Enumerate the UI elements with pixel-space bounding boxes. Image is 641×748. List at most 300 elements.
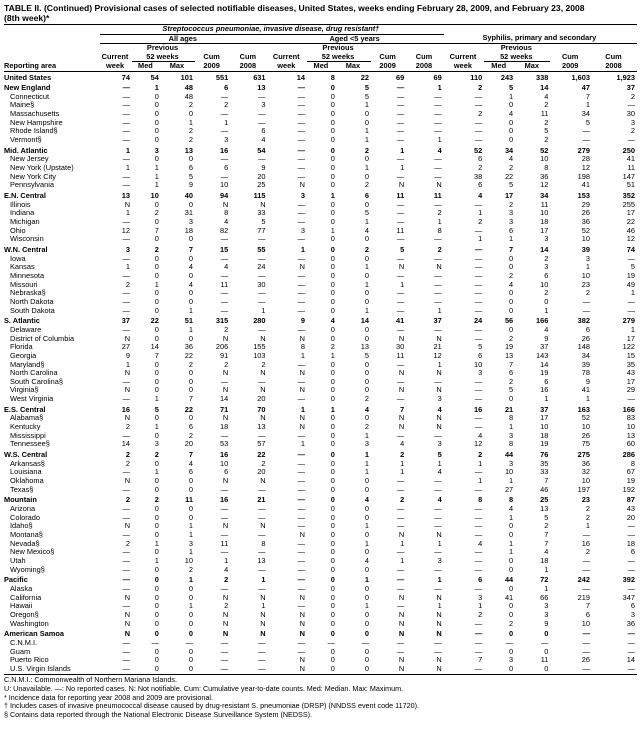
value-cell: 30	[626, 110, 635, 119]
value-cell: 11	[540, 656, 549, 665]
value-cell: 1	[544, 565, 549, 574]
value-cell: N	[436, 530, 442, 539]
value-cell: 0	[330, 172, 335, 181]
value-cell: 52	[540, 145, 549, 155]
value-cell: 1	[509, 539, 514, 548]
value-cell: 2	[585, 289, 590, 298]
value-cell: 0	[364, 414, 370, 423]
value-cell: —	[627, 647, 635, 656]
value-cell: 0	[330, 289, 335, 298]
value-cell: 1	[437, 459, 442, 468]
value-cell: 1	[437, 539, 442, 548]
value-cell: 3	[154, 440, 159, 449]
value-cell: 6	[188, 164, 193, 173]
value-cell: 54	[150, 72, 159, 82]
value-cell: 1	[330, 191, 335, 201]
title-line-1: TABLE II. (Continued) Provisional cases of selected notifiable diseases, United States, weeks ending February 28, 2009, and February 23, 2008	[4, 3, 585, 13]
value-cell: 279	[577, 145, 590, 155]
value-cell: 392	[622, 575, 635, 585]
table-row	[4, 395, 637, 404]
value-cell: 0	[188, 289, 193, 298]
value-cell: 0	[330, 110, 335, 119]
value-cell: 0	[188, 664, 193, 673]
table-row	[4, 227, 637, 236]
value-cell: 22	[184, 404, 193, 414]
value-cell: —	[474, 118, 483, 127]
value-cell: 1	[437, 575, 442, 585]
value-cell: 0	[364, 235, 370, 244]
value-cell: 0	[330, 235, 335, 244]
value-cell: 0	[154, 629, 159, 639]
value-cell: 1	[544, 584, 549, 593]
year-2009-label: 2009	[203, 61, 220, 70]
value-cell: 3	[154, 145, 159, 155]
value-cell: 1	[585, 263, 590, 272]
value-cell: 6	[478, 155, 483, 164]
value-cell: N	[222, 629, 229, 639]
value-cell: 36	[581, 218, 590, 226]
value-cell: —	[297, 280, 305, 289]
value-cell: —	[474, 271, 483, 280]
value-cell: —	[220, 155, 229, 164]
value-cell: —	[258, 505, 266, 513]
value-cell: 0	[330, 297, 335, 306]
value-cell: —	[258, 155, 266, 164]
previous-label: Previous	[500, 43, 532, 52]
region-row	[4, 494, 637, 505]
value-cell: 7	[478, 656, 483, 665]
value-cell: 0	[330, 556, 335, 565]
value-cell: 0	[364, 360, 370, 369]
value-cell: 5	[509, 386, 514, 395]
value-cell: —	[258, 92, 266, 101]
footnote: C.N.M.I.: Commonwealth of Northern Mariana Islands.	[4, 675, 177, 685]
value-cell: 18	[540, 431, 549, 440]
value-cell: 2	[188, 360, 193, 369]
value-cell: 0	[330, 181, 335, 190]
table-row	[4, 611, 637, 620]
value-cell: 51	[184, 316, 193, 326]
value-cell: —	[474, 244, 483, 254]
value-cell: —	[396, 200, 405, 209]
value-cell: —	[122, 485, 131, 494]
value-cell: 3	[478, 369, 483, 378]
value-cell: 66	[540, 593, 549, 602]
reporting-area-cell: S. Atlantic	[4, 316, 40, 326]
value-cell: 0	[364, 610, 370, 619]
value-cell: 5	[544, 127, 549, 136]
table-row	[4, 432, 637, 441]
table-row	[4, 656, 637, 665]
value-cell: 0	[330, 468, 335, 477]
value-cell: —	[474, 522, 483, 531]
value-cell: —	[122, 181, 131, 190]
value-cell: —	[396, 395, 405, 404]
value-cell: —	[220, 548, 229, 557]
value-cell: N	[436, 414, 442, 423]
value-cell: —	[297, 539, 305, 548]
value-cell: —	[434, 110, 442, 119]
value-cell: 382	[577, 316, 590, 326]
value-cell: —	[434, 477, 442, 486]
value-cell: 2	[509, 164, 514, 173]
value-cell: 43	[626, 505, 635, 513]
value-cell: 2	[630, 127, 635, 136]
value-cell: —	[474, 548, 483, 557]
value-cell: —	[474, 395, 483, 404]
reporting-area-cell: Kansas	[10, 263, 35, 272]
value-cell: 352	[622, 191, 635, 201]
value-cell: 5	[188, 172, 193, 181]
footnote: U: Unavailable. —: No reported cases. N: Not notifiable. Cum: Cumulative year-to-date counts. Med: Median. Max: Maximum.	[4, 684, 404, 694]
value-cell: —	[258, 271, 266, 280]
value-cell: 26	[581, 431, 590, 440]
value-cell: 0	[364, 377, 370, 386]
value-cell: 8	[509, 495, 514, 505]
value-cell: 0	[330, 530, 335, 539]
value-cell: 37	[433, 316, 442, 326]
value-cell: —	[122, 218, 131, 226]
value-cell: 0	[364, 155, 370, 164]
value-cell: —	[258, 548, 266, 557]
value-cell: —	[122, 602, 131, 611]
value-cell: 0	[330, 565, 335, 574]
value-cell: 4	[478, 191, 483, 201]
value-cell: 69	[395, 72, 405, 82]
value-cell: 27	[504, 485, 514, 494]
value-cell: 2	[585, 548, 590, 557]
value-cell: 13	[257, 83, 266, 93]
value-cell: —	[122, 172, 131, 181]
cum-label: Cum	[415, 52, 433, 61]
value-cell: —	[434, 325, 442, 334]
value-cell: —	[474, 280, 483, 289]
value-cell: 0	[154, 369, 159, 378]
value-cell: 18	[184, 226, 193, 235]
value-cell: N	[398, 423, 405, 432]
value-cell: 1	[400, 468, 405, 477]
reporting-area-cell: W.N. Central	[4, 244, 48, 254]
value-cell: 1	[261, 575, 266, 585]
value-cell: 44	[504, 450, 514, 460]
value-cell: —	[396, 638, 405, 647]
value-cell: 0	[188, 647, 193, 656]
value-cell: 110	[470, 72, 483, 82]
value-cell: —	[297, 271, 305, 280]
value-cell: 83	[626, 414, 635, 423]
value-cell: 0	[364, 325, 370, 334]
reporting-area-cell: Puerto Rico	[10, 656, 49, 665]
value-cell: 10	[581, 619, 590, 628]
value-cell: 12	[474, 440, 483, 449]
value-cell: —	[396, 565, 405, 574]
reporting-area-cell: Alabama§	[10, 414, 44, 423]
value-cell: 8	[330, 72, 335, 82]
table-row	[4, 218, 637, 227]
value-cell: 4	[224, 565, 229, 574]
value-cell: 18	[540, 218, 549, 226]
value-cell: 52	[581, 414, 590, 423]
value-cell: —	[474, 556, 483, 565]
value-cell: 1	[364, 164, 370, 173]
value-cell: —	[434, 101, 442, 110]
value-cell: 22	[360, 72, 370, 82]
value-cell: —	[627, 565, 635, 574]
value-cell: 4	[437, 145, 442, 155]
week-label: week	[453, 61, 472, 70]
value-cell: 8	[544, 164, 549, 173]
max-label: Max	[169, 61, 185, 70]
table-row	[4, 136, 637, 145]
value-cell: N	[299, 414, 305, 423]
value-cell: 0	[154, 505, 159, 513]
value-cell: —	[396, 118, 405, 127]
value-cell: 71	[219, 404, 229, 414]
value-cell: N	[222, 477, 229, 486]
table-row	[4, 477, 637, 486]
value-cell: 5	[261, 218, 266, 226]
table-row	[4, 307, 637, 316]
value-cell: 27	[121, 343, 131, 352]
reporting-area-cell: Louisiana	[10, 468, 42, 477]
value-cell: 3	[224, 136, 229, 145]
footnote: † Includes cases of invasive pneumococcal disease caused by drug-resistant S. pneumoniae (DRSP) (NNDSS event code 11720).	[4, 701, 419, 711]
value-cell: 7	[509, 360, 514, 369]
value-cell: —	[474, 254, 483, 263]
value-cell: 21	[433, 343, 442, 352]
year-2009-label: 2009	[379, 61, 396, 70]
value-cell: 1,923	[616, 72, 635, 82]
value-cell: 4	[437, 468, 442, 477]
value-cell: 551	[215, 72, 229, 82]
value-cell: N	[260, 369, 266, 378]
value-cell: —	[396, 306, 405, 315]
value-cell: N	[124, 610, 131, 619]
value-cell: 14	[121, 440, 131, 449]
table-row	[4, 298, 637, 307]
value-cell: 1	[400, 145, 405, 155]
value-cell: 53	[219, 440, 229, 449]
reporting-area-cell: New York (Upstate)	[10, 164, 74, 173]
reporting-area-cell: Indiana	[10, 209, 35, 218]
table-row	[4, 343, 637, 352]
value-cell: 1	[261, 602, 266, 611]
value-cell: 0	[364, 664, 370, 673]
value-cell: —	[122, 155, 131, 164]
table-row	[4, 235, 637, 244]
value-cell: 9	[544, 334, 549, 343]
table-row	[4, 594, 637, 603]
value-cell: 2	[478, 110, 483, 119]
value-cell: 11	[540, 200, 549, 209]
value-cell: 0	[509, 297, 514, 306]
value-cell: —	[474, 485, 483, 494]
value-cell: 1	[437, 602, 442, 611]
value-cell: —	[434, 584, 442, 593]
value-cell: 2	[544, 522, 549, 531]
value-cell: 1	[364, 459, 370, 468]
value-cell: 11	[396, 351, 405, 360]
value-cell: 0	[154, 414, 159, 423]
reporting-area-cell: Guam	[10, 647, 31, 656]
reporting-area-cell: W.S. Central	[4, 450, 48, 460]
value-cell: 1	[364, 127, 370, 136]
value-cell: 6	[478, 575, 483, 585]
value-cell: 115	[253, 191, 266, 201]
footnote: § Contains data reported through the National Electronic Disease Surveillance System (NEDSS).	[4, 709, 313, 719]
reporting-area-cell: Massachusetts	[10, 110, 60, 119]
reporting-area-cell: Idaho§	[10, 522, 33, 531]
value-cell: 13	[121, 191, 131, 201]
value-cell: —	[220, 92, 229, 101]
value-cell: 0	[509, 325, 514, 334]
value-cell: 1	[125, 263, 131, 272]
value-cell: 34	[581, 351, 590, 360]
reporting-area-cell: U.S. Virgin Islands	[10, 664, 71, 673]
value-cell: N	[124, 522, 131, 531]
value-cell: —	[582, 306, 590, 315]
value-cell: 41	[504, 593, 514, 602]
value-cell: N	[398, 414, 405, 423]
value-cell: 33	[257, 209, 266, 218]
value-cell: 1	[400, 556, 405, 565]
weeks52-label: 52 weeks	[484, 53, 550, 62]
value-cell: 8	[509, 414, 514, 423]
value-cell: 29	[581, 200, 590, 209]
value-cell: 36	[540, 172, 549, 181]
value-cell: —	[582, 638, 590, 647]
value-cell: 13	[540, 505, 549, 513]
value-cell: 9	[300, 316, 305, 326]
value-cell: —	[582, 530, 590, 539]
value-cell: 10	[504, 468, 514, 477]
value-cell: —	[297, 638, 305, 647]
reporting-area-cell: Texas§	[10, 485, 34, 494]
value-cell: 18	[626, 539, 635, 548]
value-cell: 0	[188, 271, 193, 280]
value-cell: 0	[544, 297, 549, 306]
value-cell: —	[627, 664, 635, 673]
value-cell: 1	[364, 522, 370, 531]
value-cell: —	[220, 127, 229, 136]
value-cell: —	[122, 431, 131, 440]
value-cell: 4	[330, 316, 335, 326]
table-row	[4, 665, 637, 674]
value-cell: 280	[253, 316, 266, 326]
table-row	[4, 361, 637, 370]
value-cell: 0	[154, 110, 159, 119]
value-cell: —	[258, 584, 266, 593]
value-cell: —	[220, 297, 229, 306]
value-cell: 16	[540, 386, 549, 395]
value-cell: 13	[360, 343, 370, 352]
value-cell: —	[434, 127, 442, 136]
value-cell: 60	[626, 440, 635, 449]
value-cell: 0	[364, 513, 370, 522]
cum-label: Cum	[239, 52, 257, 61]
value-cell: 0	[154, 377, 159, 386]
value-cell: 30	[395, 343, 405, 352]
reporting-area-cell: Wyoming§	[10, 565, 45, 574]
value-cell: 3	[544, 263, 549, 272]
value-cell: 0	[188, 513, 193, 522]
value-cell: 0	[188, 505, 193, 513]
value-cell: —	[627, 297, 635, 306]
value-cell: —	[434, 271, 442, 280]
value-cell: 0	[330, 395, 335, 404]
value-cell: 0	[154, 602, 159, 611]
value-cell: —	[220, 377, 229, 386]
value-cell: 0	[509, 254, 514, 263]
value-cell: 34	[504, 145, 514, 155]
value-cell: 0	[330, 513, 335, 522]
value-cell: —	[297, 145, 305, 155]
reporting-area-cell: Nebraska§	[10, 289, 46, 298]
value-cell: 0	[188, 629, 193, 639]
reporting-area-cell: New England	[4, 83, 51, 93]
current-label: Current	[101, 52, 129, 61]
value-cell: N	[299, 664, 305, 673]
value-cell: 82	[219, 226, 229, 235]
value-cell: —	[434, 289, 442, 298]
value-cell: 1	[437, 83, 442, 93]
value-cell: —	[474, 92, 483, 101]
value-cell: 12	[626, 235, 635, 244]
value-cell: 1	[188, 575, 193, 585]
reporting-area-cell: New Hampshire	[10, 118, 63, 127]
value-cell: 7	[585, 602, 590, 611]
value-cell: —	[434, 280, 442, 289]
value-cell: —	[122, 92, 131, 101]
value-cell: 0	[154, 522, 159, 531]
value-cell: 0	[330, 200, 335, 209]
value-cell: 1	[154, 280, 159, 289]
value-cell: —	[220, 271, 229, 280]
value-cell: 2	[509, 619, 514, 628]
value-cell: N	[436, 263, 442, 272]
value-cell: 38	[474, 172, 483, 181]
value-cell: —	[220, 485, 229, 494]
value-cell: 0	[544, 629, 549, 639]
value-cell: 255	[622, 200, 635, 209]
value-cell: 77	[257, 226, 266, 235]
value-cell: —	[122, 101, 131, 110]
value-cell: 8	[300, 343, 305, 352]
value-cell: —	[297, 485, 305, 494]
value-cell: 16	[121, 404, 131, 414]
reporting-area-cell: New Jersey	[10, 155, 49, 164]
value-cell: —	[122, 530, 131, 539]
value-cell: 48	[184, 83, 193, 93]
table-row	[4, 620, 637, 629]
value-cell: 1	[437, 306, 442, 315]
value-cell: 10	[540, 280, 549, 289]
value-cell: 0	[364, 530, 370, 539]
value-cell: 0	[154, 263, 159, 272]
value-cell: 2	[261, 360, 266, 369]
reporting-area-cell: District of Columbia	[10, 334, 75, 343]
value-cell: 10	[581, 423, 590, 432]
value-cell: 3	[437, 395, 442, 404]
value-cell: —	[327, 638, 335, 647]
value-cell: 3	[509, 656, 514, 665]
value-cell: —	[297, 127, 305, 136]
value-cell: —	[396, 218, 405, 226]
value-cell: 0	[364, 110, 370, 119]
value-cell: 1	[154, 539, 159, 548]
value-cell: 1	[364, 575, 370, 585]
value-cell: 11	[396, 226, 405, 235]
